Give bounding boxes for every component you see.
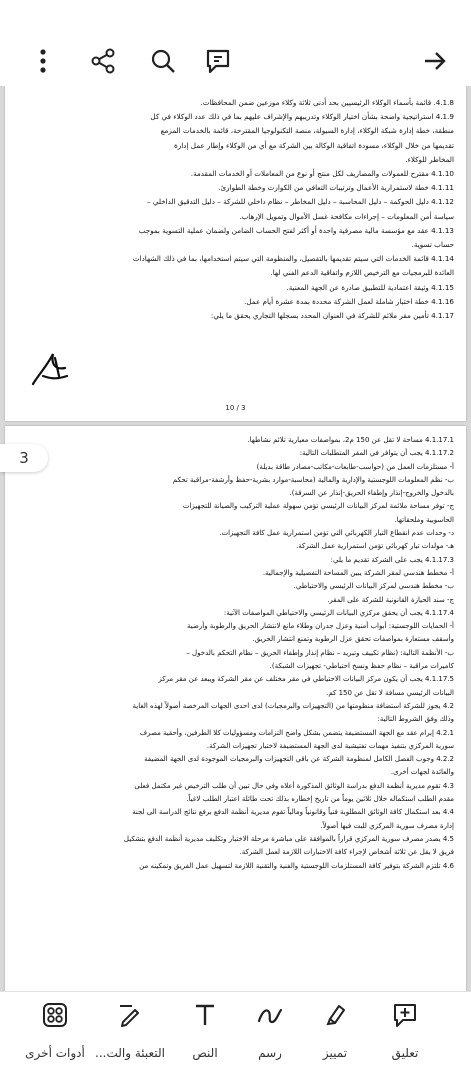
text-line: 4.1.10 مقترح للعمولات والمصاريف لكل منتج أو نوع من المعاملات أو الخدمات المقدمة.	[190, 169, 454, 179]
add-comment-button[interactable]	[375, 1000, 435, 1060]
document-page-4	[5, 426, 466, 991]
add-comment-label: تعليق	[391, 1046, 419, 1060]
text-line: 4.2.2 وجوب الفصل الكامل لمنظومة الشركة عن باقي التجهيزات والبرمجيات الموجودة لدى الجهة المضيفة	[144, 755, 454, 764]
text-line: 4.1.13 عقد مع مؤسسة مالية مصرفية واحدة أو أكثر لفتح الحساب الضامن ولضمان عملية التسوية بموجب	[138, 225, 454, 235]
text-line: بالدخول والخروج-إنذار وإطفاء الحريق-إنذار عن السرقة).	[289, 489, 454, 498]
text-line: وأسقف مستعارة بمواصفات تحقق عزل الرطوبة وتمنع انتشار الحريق.	[252, 635, 454, 644]
text-line: فريق لا يقل عن ثلاثة أشخاص لإجراء كافة الاختبارات اللازمة لعمل الشركة.	[239, 848, 454, 857]
text-line: سياسة أمن المعلومات – إجراءات مكافحة غسل الأموال وتمويل الإرهاب.	[239, 211, 454, 221]
draw-tool-button[interactable]	[240, 1000, 300, 1060]
text-line: أ- الحمايات اللوجستية: أبواب أمنية وعزل جدران وطلاء مانع لانتشار الحريق والرطوبة وأرضية	[187, 622, 454, 631]
text-line: ج- سند الحيازة القانونية للشركة على المقر.	[327, 595, 454, 604]
document-viewer[interactable]	[0, 86, 471, 991]
text-line: والعائدة لجهات أخرى.	[390, 768, 454, 777]
grid-icon	[41, 1000, 69, 1030]
text-line: أ- مستلزمات العمل من (حواسب-طابعات-مكاتب-مصادر طاقة بديلة)	[256, 462, 454, 471]
text-line: 4.3 تقوم مديرية أنظمة الدفع بدراسة الوثائق المذكورة أعلاه وفي حال تبين أن طلب الترخيص غير مكتمل فعلى	[134, 781, 454, 790]
text-line: 4.1.17.4 يجب أن يحقق مركزي البيانات الرئيسي والاحتياطي المواصفات الآتية:	[223, 608, 454, 617]
text-line: كاميرات مراقبة – نظام حفظ ونسخ احتياطي- تجهيزات الشبكة).	[269, 662, 454, 671]
text-line: 4.5 يصدر مصرف سورية المركزي قراراً بالموافقة على مباشرة مرحلة الاختبار وتكليف مديرية أنظمة الدفع بتشكيل	[123, 834, 454, 843]
share-icon[interactable]	[88, 46, 118, 76]
signature-mark	[25, 346, 73, 390]
comment-icon[interactable]	[203, 46, 233, 76]
highlight-icon	[321, 1000, 349, 1030]
text-line: سورية المركزي بتنفيذ مهمات تفتيشية لدى الجهة المستضيفة لاختبار تجهيزات الشركة.	[206, 741, 454, 750]
fill-sign-label: التعبئة والت...	[95, 1046, 165, 1060]
page-text	[17, 96, 454, 323]
text-tool-button[interactable]	[175, 1000, 235, 1060]
text-line: 4.1.17.5 يجب أن يكون مركز البيانات الاحتياطي في مقر مختلف عن مقر الشركة ويبعد عن مقر مركز	[158, 675, 454, 684]
text-line: 4.4 بعد استكمال كافة الوثائق المطلوبة فنياً وقانونياً ومالياً تقوم مديرية أنظمة الدفع برفع نتائج الدراسة الى لجنة	[132, 808, 454, 817]
top-toolbar	[0, 0, 471, 82]
more-tools-button[interactable]	[25, 1000, 85, 1060]
text-line: مقدم الطلب استكماله خلال ثلاثين يوماً من تاريخ إخطاره بذلك تحت طائلة اعتبار الطلب لاغياً.	[186, 795, 454, 804]
text-line: إدارة مصرف سورية المركزي للبت فيها أصولاً.	[320, 821, 454, 830]
text-line: 4.1.8. قائمة بأسماء الوكلاء الرئيسيين بحد أدنى ثلاثة وكلاء موزعين ضمن المحافظات.	[200, 98, 454, 107]
text-line: 4.1.11 خطة لاستمرارية الأعمال وترتيبات التعافي من الكوارث وخطة الطوارئ.	[218, 183, 454, 193]
text-line: وذلك وفق الشروط التالية:	[377, 715, 454, 724]
text-line: البيانات الرئيسي مسافة لا تقل عن 150 كم.	[326, 688, 454, 697]
text-line: 4.1.17.3 يجب على الشركة تقديم ما يلي:	[330, 555, 454, 564]
text-icon	[191, 1000, 219, 1030]
document-page-3	[5, 86, 466, 421]
more-vert-icon[interactable]	[28, 46, 58, 76]
fill-sign-icon	[116, 1000, 144, 1030]
page-number: 10 / 3	[225, 404, 246, 412]
text-line: 4.1.16 خطة اختبار شاملة لعمل الشركة محددة بمدة عشرة أيام عمل.	[244, 296, 454, 306]
text-line: 4.1.14 قائمة الخدمات التي سيتم تقديمها بالتفصيل، والمنظومة التي سيتم استخدامها، بما في ذلك الشهادات	[132, 254, 454, 264]
text-line: الحاسوبية وملحقاتها.	[394, 515, 454, 524]
text-line: أ- مخطط هندسي لمقر الشركة يبين المساحة التفصيلية والإجمالية.	[262, 568, 454, 577]
highlight-tool-label: تمييز	[322, 1046, 348, 1060]
text-line: هـ- مولدات تيار كهربائي تؤمن استمرارية عمل الشركة.	[296, 542, 454, 551]
text-line: 4.6 تلتزم الشركة بتوفير كافة المستلزمات اللوجستية والفنية والتقنية اللازمة لتسهيل عمل الفريق وتمكينه من	[139, 861, 454, 870]
text-line: العائدة للبرمجيات مع الترخيص اللازم واتفاقية الدعم الفني لها.	[270, 268, 454, 278]
bottom-toolbar	[0, 991, 471, 1080]
text-line: ج- توفر مساحة ملائمة لمركز البيانات الرئيسي تؤمن سهولة عملية التركيب والصيانة للتجهيزات	[182, 502, 454, 511]
draw-tool-label: رسم	[258, 1046, 282, 1060]
page-text	[17, 434, 454, 873]
text-tool-label: النص	[192, 1046, 218, 1060]
search-icon[interactable]	[148, 46, 178, 76]
more-tools-label: أدوات أخرى	[25, 1046, 85, 1060]
highlight-tool-button[interactable]	[305, 1000, 365, 1060]
text-line: 4.1.17.2 يجب أن يتوافر في المقر المتطلبات التالية:	[299, 449, 454, 458]
text-line: 4.2.1 إبرام عقد مع الجهة المستضيفة يتضمن بشكل واضح التزامات ومسؤوليات كلا الطرفين، وأحقية مصرف	[139, 728, 454, 737]
text-line: ب- الأنظمة التالية: (نظام تكييف وتبريد – نظام إنذار وإطفاء الحريق – نظام التحكم بالدخول –	[186, 648, 454, 657]
text-line: منطقة، خطة إدارة شبكة الوكلاء، إدارة السيولة، منصة التكنولوجيا المقترحة، قائمة بالخدمات المزمع	[160, 126, 454, 136]
text-line: ب- نظم المعلومات اللوجستية والإدارية والمالية (محاسبة-موارد بشرية-حفظ وأرشفة-مراقبة تحكم	[172, 475, 454, 484]
text-line: 4.1.15 وثيقة اعتمادية للتطبيق صادرة عن الجهة المعنية.	[286, 282, 454, 292]
text-line: 4.1.9 استراتيجية واضحة بشأن اختيار الوكلاء وتدريبهم والإشراف عليهم بما في ذلك عدد الوكلاء في كل	[150, 112, 454, 122]
fill-sign-button[interactable]	[95, 1000, 165, 1060]
text-line: ب- مخطط هندسي لمركز البيانات الرئيسي والاحتياطي.	[293, 582, 454, 591]
back-arrow-icon[interactable]	[420, 46, 450, 76]
page-indicator-badge[interactable]: 3	[0, 444, 48, 472]
draw-icon	[256, 1000, 284, 1030]
text-line: د- وحدات عدم انقطاع التيار الكهربائي التي تؤمن استمرارية عمل كافة التجهيزات.	[219, 529, 454, 538]
text-line: 4.2 يجوز للشركة استضافة منظومتها من (التجهيزات والبرمجيات) لدى احدى الجهات المرخصة أصولاً لهذه الغاية	[132, 701, 454, 710]
text-line: المخاطر للوكلاء.	[405, 154, 454, 164]
add-comment-icon	[391, 1000, 419, 1030]
text-line: 4.1.17.1 مساحة لا تقل عن 150 م2، بمواصفات معيارية تلائم نشاطها.	[247, 436, 454, 444]
text-line: حساب تسوية.	[411, 240, 454, 250]
text-line: 4.1.17 تأمين مقر ملائم للشركة في العنوان المحدد بسجلها التجاري يحقق ما يلي:	[210, 311, 454, 321]
text-line: تقديمها من خلال الوكلاء، مسودة اتفاقية الوكالة بين الشركة مع أي من الوكلاء وإطار عمل إدارة	[174, 140, 454, 150]
text-line: 4.1.12 دليل الحوكمة – دليل المحاسبة – دليل المخاطر – نظام داخلي للشركة – دليل التدقيق الداخلي –	[146, 197, 454, 207]
